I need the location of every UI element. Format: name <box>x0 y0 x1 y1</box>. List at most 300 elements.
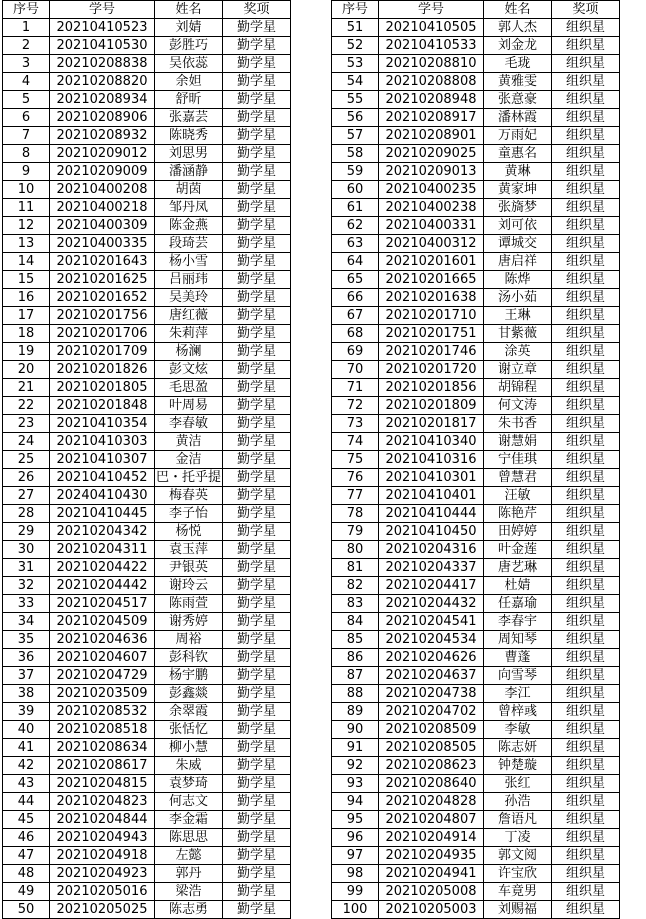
cell-award: 组织星 <box>552 559 620 577</box>
cell-award: 勤学星 <box>223 793 291 811</box>
cell-award: 勤学星 <box>223 757 291 775</box>
cell-index: 16 <box>3 289 50 307</box>
cell-student-id: 20210208640 <box>379 775 484 793</box>
table-row <box>3 883 291 901</box>
cell-index: 78 <box>332 505 379 523</box>
cell-student-id: 20210208906 <box>50 109 155 127</box>
table-row <box>332 703 620 721</box>
cell-student-id: 20210204943 <box>50 829 155 847</box>
table-row <box>3 793 291 811</box>
cell-name: 童惠名 <box>484 145 552 163</box>
cell-award: 组织星 <box>552 793 620 811</box>
cell-name: 郭文阅 <box>484 847 552 865</box>
table-body-right <box>332 19 620 919</box>
cell-award: 勤学星 <box>223 631 291 649</box>
cell-student-id: 20210205025 <box>50 901 155 919</box>
cell-award: 勤学星 <box>223 703 291 721</box>
cell-index: 29 <box>3 523 50 541</box>
award-table-right <box>331 0 620 919</box>
table-row <box>3 397 291 415</box>
cell-award: 勤学星 <box>223 541 291 559</box>
cell-index: 81 <box>332 559 379 577</box>
cell-index: 94 <box>332 793 379 811</box>
cell-name: 谢玲云 <box>155 577 223 595</box>
cell-student-id: 20210201601 <box>379 253 484 271</box>
cell-name: 朱威 <box>155 757 223 775</box>
table-row <box>332 253 620 271</box>
cell-award: 勤学星 <box>223 685 291 703</box>
table-row <box>3 253 291 271</box>
cell-award: 勤学星 <box>223 343 291 361</box>
cell-award: 勤学星 <box>223 415 291 433</box>
table-row <box>332 667 620 685</box>
cell-index: 37 <box>3 667 50 685</box>
cell-award: 勤学星 <box>223 37 291 55</box>
cell-index: 24 <box>3 433 50 451</box>
table-row <box>3 451 291 469</box>
table-row <box>3 469 291 487</box>
cell-award: 勤学星 <box>223 667 291 685</box>
cell-award: 组织星 <box>552 523 620 541</box>
cell-index: 72 <box>332 397 379 415</box>
cell-index: 5 <box>3 91 50 109</box>
cell-name: 甘紫薇 <box>484 325 552 343</box>
table-row <box>3 55 291 73</box>
cell-name: 谢秀婷 <box>155 613 223 631</box>
table-row <box>3 595 291 613</box>
header-student-id: 学号 <box>50 1 155 19</box>
cell-award: 组织星 <box>552 901 620 919</box>
cell-student-id: 20210208934 <box>50 91 155 109</box>
cell-name: 陈金燕 <box>155 217 223 235</box>
cell-student-id: 20210204828 <box>379 793 484 811</box>
cell-student-id: 20210208634 <box>50 739 155 757</box>
table-row <box>3 613 291 631</box>
cell-name: 袁梦琦 <box>155 775 223 793</box>
cell-student-id: 20210204311 <box>50 541 155 559</box>
cell-index: 31 <box>3 559 50 577</box>
cell-index: 62 <box>332 217 379 235</box>
cell-name: 李春敏 <box>155 415 223 433</box>
cell-award: 组织星 <box>552 325 620 343</box>
cell-name: 李江 <box>484 685 552 703</box>
cell-award: 勤学星 <box>223 19 291 37</box>
cell-award: 组织星 <box>552 721 620 739</box>
cell-student-id: 20210400238 <box>379 199 484 217</box>
cell-name: 张嘉芸 <box>155 109 223 127</box>
cell-student-id: 20210204626 <box>379 649 484 667</box>
cell-student-id: 20210204729 <box>50 667 155 685</box>
cell-name: 叶周易 <box>155 397 223 415</box>
cell-award: 勤学星 <box>223 865 291 883</box>
cell-index: 20 <box>3 361 50 379</box>
cell-name: 杨宇鹏 <box>155 667 223 685</box>
cell-index: 43 <box>3 775 50 793</box>
cell-student-id: 20210204342 <box>50 523 155 541</box>
cell-award: 勤学星 <box>223 487 291 505</box>
cell-student-id: 20210201710 <box>379 307 484 325</box>
cell-name: 刘可依 <box>484 217 552 235</box>
cell-student-id: 20210204923 <box>50 865 155 883</box>
cell-index: 91 <box>332 739 379 757</box>
cell-index: 38 <box>3 685 50 703</box>
cell-award: 组织星 <box>552 73 620 91</box>
table-row <box>332 685 620 703</box>
cell-award: 组织星 <box>552 811 620 829</box>
table-row <box>3 811 291 829</box>
cell-student-id: 20210208505 <box>379 739 484 757</box>
table-row <box>3 703 291 721</box>
cell-index: 22 <box>3 397 50 415</box>
cell-name: 余妲 <box>155 73 223 91</box>
cell-award: 勤学星 <box>223 397 291 415</box>
cell-award: 勤学星 <box>223 235 291 253</box>
table-row <box>332 595 620 613</box>
cell-award: 组织星 <box>552 181 620 199</box>
table-row <box>3 739 291 757</box>
cell-award: 勤学星 <box>223 109 291 127</box>
table-row <box>332 37 620 55</box>
cell-name: 钟楚璇 <box>484 757 552 775</box>
cell-award: 勤学星 <box>223 595 291 613</box>
cell-index: 97 <box>332 847 379 865</box>
cell-name: 唐红薇 <box>155 307 223 325</box>
cell-index: 87 <box>332 667 379 685</box>
cell-student-id: 20210204541 <box>379 613 484 631</box>
cell-student-id: 20210400335 <box>50 235 155 253</box>
cell-student-id: 20210204636 <box>50 631 155 649</box>
cell-name: 许宝欣 <box>484 865 552 883</box>
cell-award: 组织星 <box>552 685 620 703</box>
table-row <box>332 271 620 289</box>
cell-index: 1 <box>3 19 50 37</box>
cell-student-id: 20210204918 <box>50 847 155 865</box>
table-row <box>332 91 620 109</box>
cell-award: 组织星 <box>552 55 620 73</box>
cell-award: 组织星 <box>552 415 620 433</box>
cell-index: 73 <box>332 415 379 433</box>
table-row <box>3 289 291 307</box>
cell-index: 83 <box>332 595 379 613</box>
cell-name: 袁玉萍 <box>155 541 223 559</box>
table-row <box>332 325 620 343</box>
cell-award: 组织星 <box>552 289 620 307</box>
table-row <box>3 631 291 649</box>
cell-student-id: 20210205016 <box>50 883 155 901</box>
cell-index: 63 <box>332 235 379 253</box>
table-row <box>332 757 620 775</box>
cell-award: 勤学星 <box>223 721 291 739</box>
cell-index: 9 <box>3 163 50 181</box>
cell-award: 勤学星 <box>223 199 291 217</box>
cell-name: 王琳 <box>484 307 552 325</box>
cell-student-id: 20210209012 <box>50 145 155 163</box>
cell-student-id: 20210410307 <box>50 451 155 469</box>
cell-index: 47 <box>3 847 50 865</box>
cell-name: 唐艺琳 <box>484 559 552 577</box>
cell-award: 勤学星 <box>223 325 291 343</box>
header-index: 序号 <box>332 1 379 19</box>
cell-award: 组织星 <box>552 451 620 469</box>
cell-award: 组织星 <box>552 19 620 37</box>
cell-index: 57 <box>332 127 379 145</box>
cell-award: 组织星 <box>552 883 620 901</box>
cell-index: 21 <box>3 379 50 397</box>
cell-index: 4 <box>3 73 50 91</box>
header-row <box>332 1 620 19</box>
cell-award: 组织星 <box>552 109 620 127</box>
cell-award: 勤学星 <box>223 901 291 919</box>
cell-index: 60 <box>332 181 379 199</box>
cell-name: 田婷婷 <box>484 523 552 541</box>
cell-student-id: 20210208617 <box>50 757 155 775</box>
table-row <box>332 631 620 649</box>
cell-student-id: 20210204517 <box>50 595 155 613</box>
cell-student-id: 20210204935 <box>379 847 484 865</box>
cell-award: 勤学星 <box>223 379 291 397</box>
cell-student-id: 20210204442 <box>50 577 155 595</box>
table-row <box>332 505 620 523</box>
cell-index: 41 <box>3 739 50 757</box>
cell-student-id: 20210208948 <box>379 91 484 109</box>
cell-name: 陈雨萱 <box>155 595 223 613</box>
cell-student-id: 20210204637 <box>379 667 484 685</box>
cell-index: 46 <box>3 829 50 847</box>
award-table-left <box>2 0 291 919</box>
cell-index: 85 <box>332 631 379 649</box>
cell-student-id: 20210204807 <box>379 811 484 829</box>
cell-name: 刘赐福 <box>484 901 552 919</box>
cell-student-id: 20210410452 <box>50 469 155 487</box>
cell-index: 14 <box>3 253 50 271</box>
cell-student-id: 20210204914 <box>379 829 484 847</box>
cell-student-id: 20210204316 <box>379 541 484 559</box>
table-row <box>332 307 620 325</box>
cell-student-id: 20210204815 <box>50 775 155 793</box>
cell-student-id: 20210204432 <box>379 595 484 613</box>
header-name: 姓名 <box>484 1 552 19</box>
table-row <box>332 721 620 739</box>
table-row <box>332 145 620 163</box>
cell-index: 90 <box>332 721 379 739</box>
table-row <box>332 55 620 73</box>
cell-index: 84 <box>332 613 379 631</box>
cell-index: 6 <box>3 109 50 127</box>
cell-name: 唐启祥 <box>484 253 552 271</box>
cell-student-id: 20210204509 <box>50 613 155 631</box>
cell-name: 朱莉萍 <box>155 325 223 343</box>
cell-award: 勤学星 <box>223 289 291 307</box>
header-index: 序号 <box>3 1 50 19</box>
cell-name: 黄洁 <box>155 433 223 451</box>
cell-student-id: 20210201809 <box>379 397 484 415</box>
table-row <box>332 541 620 559</box>
cell-index: 35 <box>3 631 50 649</box>
cell-award: 组织星 <box>552 505 620 523</box>
cell-name: 谭城交 <box>484 235 552 253</box>
cell-name: 陈艳芹 <box>484 505 552 523</box>
cell-index: 70 <box>332 361 379 379</box>
cell-index: 15 <box>3 271 50 289</box>
cell-student-id: 20210208808 <box>379 73 484 91</box>
cell-award: 组织星 <box>552 757 620 775</box>
cell-name: 刘婧 <box>155 19 223 37</box>
cell-index: 34 <box>3 613 50 631</box>
table-row <box>332 433 620 451</box>
cell-name: 詹语凡 <box>484 811 552 829</box>
cell-student-id: 20210410401 <box>379 487 484 505</box>
header-row <box>3 1 291 19</box>
cell-award: 组织星 <box>552 487 620 505</box>
table-row <box>3 433 291 451</box>
cell-student-id: 20210201625 <box>50 271 155 289</box>
cell-award: 组织星 <box>552 595 620 613</box>
table-row <box>332 883 620 901</box>
header-award: 奖项 <box>223 1 291 19</box>
cell-index: 100 <box>332 901 379 919</box>
cell-student-id: 20210410505 <box>379 19 484 37</box>
table-row <box>3 865 291 883</box>
cell-award: 勤学星 <box>223 613 291 631</box>
table-row <box>3 487 291 505</box>
table-row <box>3 109 291 127</box>
table-row <box>3 559 291 577</box>
cell-index: 50 <box>3 901 50 919</box>
cell-name: 杜婧 <box>484 577 552 595</box>
cell-award: 勤学星 <box>223 775 291 793</box>
header-award: 奖项 <box>552 1 620 19</box>
cell-name: 黄家坤 <box>484 181 552 199</box>
cell-name: 陈烨 <box>484 271 552 289</box>
table-row <box>3 847 291 865</box>
cell-name: 谢立章 <box>484 361 552 379</box>
cell-name: 陈晓秀 <box>155 127 223 145</box>
table-row <box>332 577 620 595</box>
cell-award: 组织星 <box>552 775 620 793</box>
cell-award: 组织星 <box>552 127 620 145</box>
cell-award: 勤学星 <box>223 253 291 271</box>
cell-name: 刘金龙 <box>484 37 552 55</box>
cell-name: 彭文炫 <box>155 361 223 379</box>
cell-name: 李春宇 <box>484 613 552 631</box>
table-row <box>3 37 291 55</box>
cell-student-id: 20210201643 <box>50 253 155 271</box>
cell-name: 彭鑫燚 <box>155 685 223 703</box>
cell-award: 组织星 <box>552 433 620 451</box>
cell-name: 左懿 <box>155 847 223 865</box>
cell-name: 汪敏 <box>484 487 552 505</box>
table-row <box>3 649 291 667</box>
cell-name: 张意豪 <box>484 91 552 109</box>
cell-student-id: 20210410340 <box>379 433 484 451</box>
cell-name: 彭科钦 <box>155 649 223 667</box>
cell-name: 李金霜 <box>155 811 223 829</box>
cell-student-id: 20210201709 <box>50 343 155 361</box>
cell-award: 勤学星 <box>223 523 291 541</box>
cell-index: 86 <box>332 649 379 667</box>
cell-index: 27 <box>3 487 50 505</box>
cell-award: 勤学星 <box>223 649 291 667</box>
table-row <box>332 235 620 253</box>
cell-name: 杨悦 <box>155 523 223 541</box>
table-row <box>3 577 291 595</box>
cell-name: 吴美玲 <box>155 289 223 307</box>
cell-index: 49 <box>3 883 50 901</box>
cell-name: 周知琴 <box>484 631 552 649</box>
table-row <box>3 73 291 91</box>
cell-name: 周裕 <box>155 631 223 649</box>
cell-name: 黄琳 <box>484 163 552 181</box>
cell-award: 勤学星 <box>223 217 291 235</box>
cell-name: 梁浩 <box>155 883 223 901</box>
cell-student-id: 20210400331 <box>379 217 484 235</box>
cell-index: 13 <box>3 235 50 253</box>
table-row <box>332 775 620 793</box>
cell-index: 52 <box>332 37 379 55</box>
cell-index: 66 <box>332 289 379 307</box>
cell-name: 任嘉瑜 <box>484 595 552 613</box>
cell-index: 45 <box>3 811 50 829</box>
cell-name: 谢慧娟 <box>484 433 552 451</box>
cell-name: 毛珑 <box>484 55 552 73</box>
table-row <box>332 379 620 397</box>
table-row <box>3 271 291 289</box>
cell-award: 勤学星 <box>223 811 291 829</box>
cell-index: 19 <box>3 343 50 361</box>
cell-index: 53 <box>332 55 379 73</box>
cell-student-id: 20210204738 <box>379 685 484 703</box>
table-row <box>332 901 620 919</box>
cell-name: 陈思思 <box>155 829 223 847</box>
cell-student-id: 20210201856 <box>379 379 484 397</box>
cell-award: 组织星 <box>552 145 620 163</box>
table-row <box>3 523 291 541</box>
cell-award: 组织星 <box>552 703 620 721</box>
cell-index: 89 <box>332 703 379 721</box>
cell-student-id: 20210205008 <box>379 883 484 901</box>
table-row <box>332 739 620 757</box>
cell-student-id: 20210410530 <box>50 37 155 55</box>
table-row <box>332 559 620 577</box>
cell-name: 段琦芸 <box>155 235 223 253</box>
cell-student-id: 20210410523 <box>50 19 155 37</box>
cell-student-id: 20210208623 <box>379 757 484 775</box>
table-row <box>3 199 291 217</box>
cell-award: 勤学星 <box>223 307 291 325</box>
cell-student-id: 20210204422 <box>50 559 155 577</box>
cell-student-id: 20210204337 <box>379 559 484 577</box>
cell-name: 陈志勇 <box>155 901 223 919</box>
cell-award: 勤学星 <box>223 163 291 181</box>
cell-student-id: 20210208810 <box>379 55 484 73</box>
cell-student-id: 20210410303 <box>50 433 155 451</box>
cell-index: 75 <box>332 451 379 469</box>
table-row <box>3 379 291 397</box>
cell-index: 11 <box>3 199 50 217</box>
cell-student-id: 20240410430 <box>50 487 155 505</box>
table-row <box>332 487 620 505</box>
cell-index: 48 <box>3 865 50 883</box>
table-row <box>3 163 291 181</box>
cell-index: 25 <box>3 451 50 469</box>
cell-award: 勤学星 <box>223 433 291 451</box>
table-row <box>3 235 291 253</box>
cell-student-id: 20210201746 <box>379 343 484 361</box>
cell-award: 组织星 <box>552 235 620 253</box>
table-row <box>3 19 291 37</box>
table-row <box>332 649 620 667</box>
table-row <box>332 469 620 487</box>
